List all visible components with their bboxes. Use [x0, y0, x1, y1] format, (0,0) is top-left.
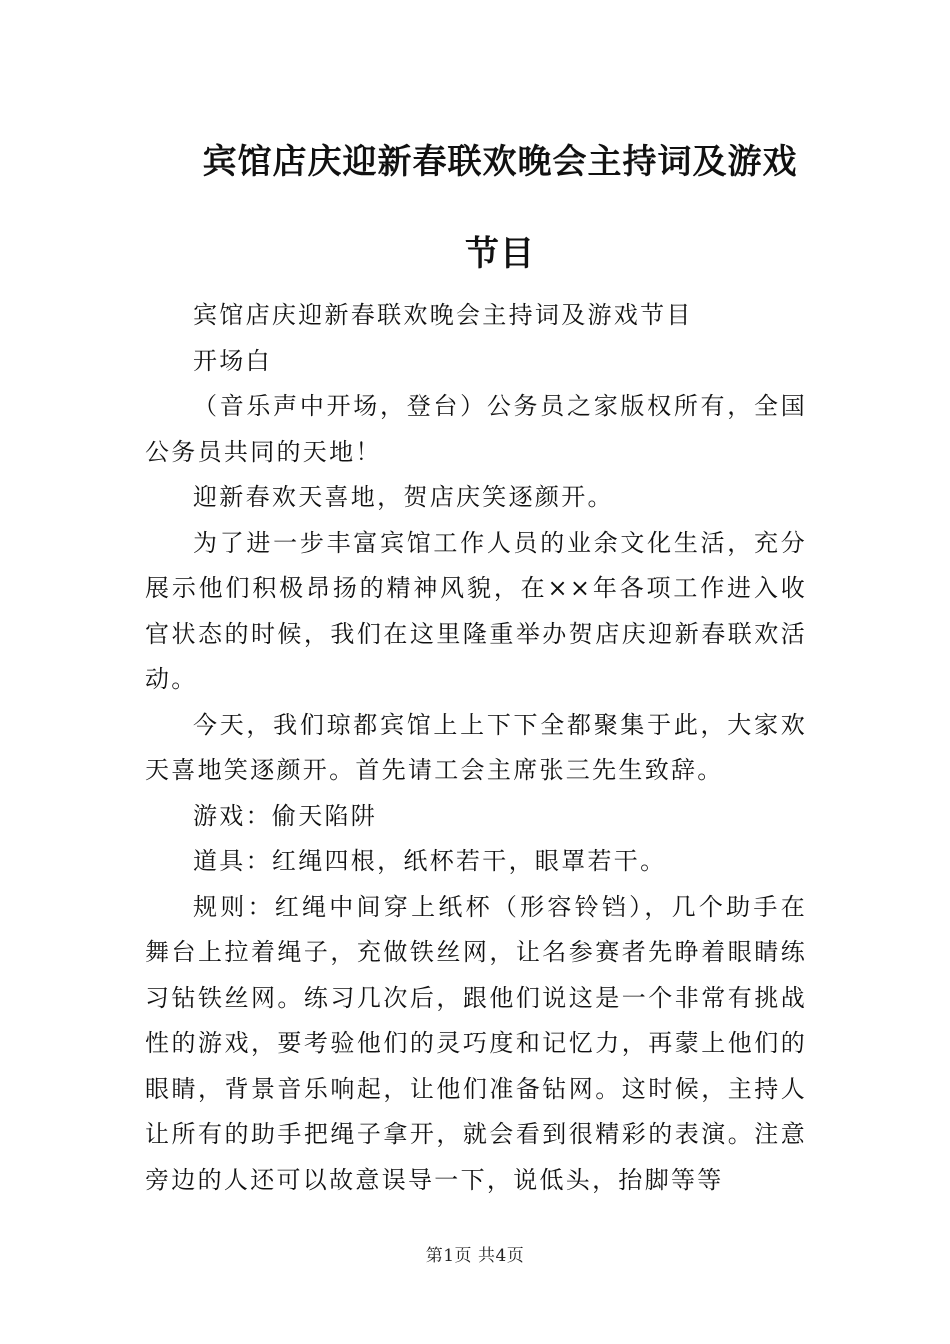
document-body — [145, 293, 807, 1203]
paragraph-welcome: 今天，我们琼都宾馆上上下下全都聚集于此，大家欢天喜地笑逐颜开。首先请工会主席张三先生致辞。 — [145, 710, 807, 784]
document-title-line-2: 节目 — [465, 234, 535, 274]
paragraph-game-name: 游戏：偷天陷阱 — [193, 801, 378, 830]
paragraph-purpose: 为了进一步丰富宾馆工作人员的业余文化生活，充分展示他们积极昂扬的精神风貌，在××年各项工作进入收官状态的时候，我们在这里隆重举办贺店庆迎新春联欢活动。 — [145, 528, 807, 693]
paragraph-opening-heading: 开场白 — [193, 346, 272, 375]
paragraph-props: 道具：红绳四根，纸杯若干，眼罩若干。 — [193, 847, 667, 875]
paragraph-stage-entry: （音乐声中开场，登台）公务员之家版权所有，全国公务员共同的天地！ — [145, 392, 807, 466]
paragraph-rules: 规则：红绳中间穿上纸杯（形容铃铛），几个助手在舞台上拉着绳子，充做铁丝网，让名参赛者先睁着眼睛练习钻铁丝网。练习几次后，跟他们说这是一个非常有挑战性的游戏，要考验他们的灵巧度和记忆力，再蒙上他们的眼睛，背景音乐响起，让他们准备钻网。这时候，主持人让所有的助手把绳子拿开，就会看到很精彩的表演。注意旁边的人还可以故意误导一下，说低头，抬脚等等 — [145, 892, 807, 1194]
paragraph-greeting: 迎新春欢天喜地，贺店庆笑逐颜开。 — [193, 483, 614, 511]
page-number-footer: 第1页 共4页 — [425, 1246, 525, 1266]
paragraph-subtitle: 宾馆店庆迎新春联欢晚会主持词及游戏节目 — [193, 301, 693, 329]
document-title-line-1: 宾馆店庆迎新春联欢晚会主持词及游戏 — [202, 142, 798, 182]
